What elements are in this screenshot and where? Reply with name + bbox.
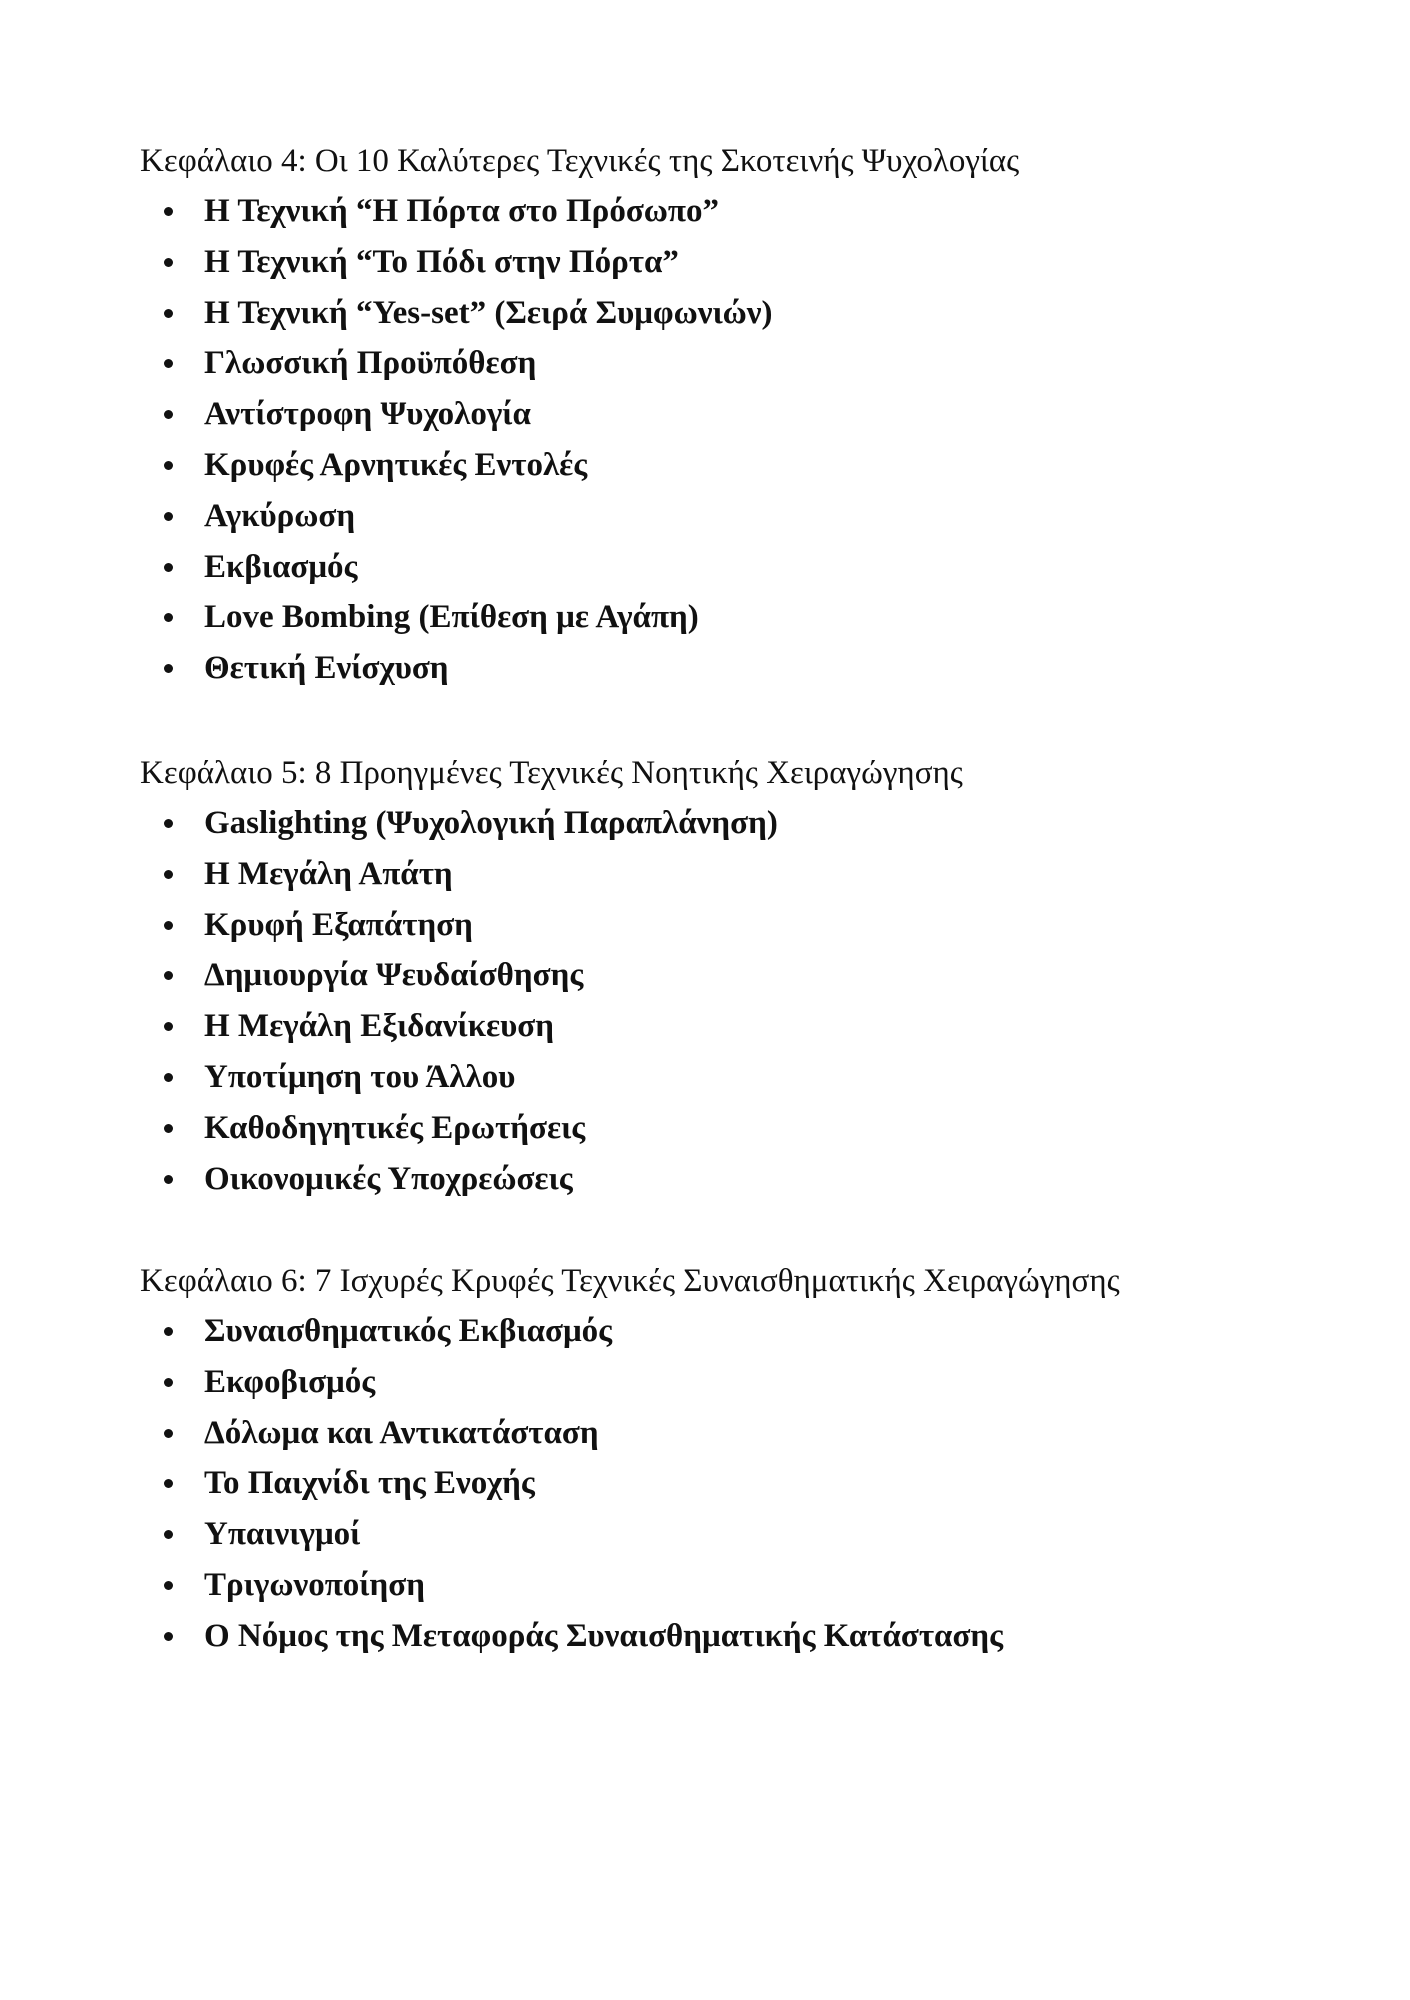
bullet-icon bbox=[164, 819, 173, 828]
bullet-icon bbox=[164, 971, 173, 980]
technique-list bbox=[140, 1306, 1300, 1662]
list-item-text: Δόλωμα και Αντικατάσταση bbox=[204, 1414, 599, 1451]
list-item bbox=[140, 491, 1300, 542]
list-item-text: Υποτίμηση του Άλλου bbox=[204, 1058, 516, 1095]
list-item bbox=[140, 849, 1300, 900]
bullet-icon bbox=[164, 563, 173, 572]
list-item-text: Η Τεχνική “Η Πόρτα στο Πρόσωπο” bbox=[204, 193, 719, 229]
list-item-text: Ο Νόμος της Μεταφοράς Συναισθηματικής Κατάστασης bbox=[204, 1617, 1004, 1654]
list-item bbox=[140, 900, 1300, 951]
list-item-text: Gaslighting (Ψυχολογική Παραπλάνηση) bbox=[204, 805, 778, 841]
list-item bbox=[140, 592, 1300, 643]
bullet-icon bbox=[164, 1175, 173, 1184]
list-item bbox=[140, 950, 1300, 1001]
list-item-text: Κρυφή Εξαπάτηση bbox=[204, 906, 473, 943]
list-item-text: Love Bombing (Επίθεση με Αγάπη) bbox=[204, 599, 699, 636]
bullet-icon bbox=[164, 613, 173, 622]
list-item bbox=[140, 1052, 1300, 1103]
bullet-icon bbox=[164, 1378, 173, 1387]
list-item-text: Η Τεχνική “Yes-set” (Σειρά Συμφωνιών) bbox=[204, 294, 773, 331]
list-item-text: Γλωσσική Προϋπόθεση bbox=[204, 345, 537, 382]
list-item-text: Η Μεγάλη Απάτη bbox=[204, 855, 453, 892]
technique-list bbox=[140, 186, 1300, 694]
bullet-icon bbox=[164, 870, 173, 879]
list-item bbox=[140, 186, 1300, 237]
list-item-text: Εκβιασμός bbox=[204, 548, 358, 585]
list-item bbox=[140, 288, 1300, 339]
list-item bbox=[140, 1408, 1300, 1459]
bullet-icon bbox=[164, 1327, 173, 1336]
bullet-icon bbox=[164, 410, 173, 419]
list-item bbox=[140, 237, 1300, 288]
chapter-heading: Κεφάλαιο 6: 7 Ισχυρές Κρυφές Τεχνικές Συναισθηματικής Χειραγώγησης bbox=[140, 1263, 1120, 1299]
list-item bbox=[140, 1103, 1300, 1154]
bullet-icon bbox=[164, 1124, 173, 1133]
list-item bbox=[140, 1560, 1300, 1611]
bullet-icon bbox=[164, 1479, 173, 1488]
chapter-heading: Κεφάλαιο 5: 8 Προηγμένες Τεχνικές Νοητικής Χειραγώγησης bbox=[140, 755, 963, 791]
list-item bbox=[140, 389, 1300, 440]
list-item bbox=[140, 1154, 1300, 1205]
list-item bbox=[140, 1306, 1300, 1357]
list-item-text: Κρυφές Αρνητικές Εντολές bbox=[204, 446, 588, 483]
bullet-icon bbox=[164, 359, 173, 368]
list-item-text: Το Παιχνίδι της Ενοχής bbox=[204, 1465, 535, 1502]
bullet-icon bbox=[164, 921, 173, 930]
bullet-icon bbox=[164, 1581, 173, 1590]
list-item-text: Οικονομικές Υποχρεώσεις bbox=[204, 1160, 573, 1197]
list-item-text: Υπαινιγμοί bbox=[204, 1516, 361, 1553]
list-item-text: Εκφοβισμός bbox=[204, 1363, 376, 1400]
list-item bbox=[140, 798, 1300, 849]
bullet-icon bbox=[164, 461, 173, 470]
list-item-text: Τριγωνοποίηση bbox=[204, 1566, 425, 1603]
list-item bbox=[140, 338, 1300, 389]
bullet-icon bbox=[164, 1022, 173, 1031]
list-item bbox=[140, 1458, 1300, 1509]
bullet-icon bbox=[164, 258, 173, 267]
bullet-icon bbox=[164, 1530, 173, 1539]
list-item-text: Αντίστροφη Ψυχολογία bbox=[204, 396, 531, 433]
chapter-heading: Κεφάλαιο 4: Οι 10 Καλύτερες Τεχνικές της Σκοτεινής Ψυχολογίας bbox=[140, 143, 1020, 179]
list-item-text: Η Τεχνική “Το Πόδι στην Πόρτα” bbox=[204, 243, 679, 280]
bullet-icon bbox=[164, 664, 173, 673]
list-item-text: Καθοδηγητικές Ερωτήσεις bbox=[204, 1109, 586, 1146]
list-item bbox=[140, 1509, 1300, 1560]
chapter-6-section bbox=[140, 1256, 1300, 1662]
list-item-text: Αγκύρωση bbox=[204, 497, 356, 534]
list-item bbox=[140, 1357, 1300, 1408]
list-item-text: Δημιουργία Ψευδαίσθησης bbox=[204, 957, 584, 994]
bullet-icon bbox=[164, 309, 173, 318]
bullet-icon bbox=[164, 207, 173, 216]
bullet-icon bbox=[164, 512, 173, 521]
list-item-text: Συναισθηματικός Εκβιασμός bbox=[204, 1313, 613, 1349]
list-item bbox=[140, 440, 1300, 491]
list-item-text: Θετική Ενίσχυση bbox=[204, 650, 449, 687]
bullet-icon bbox=[164, 1429, 173, 1438]
bullet-icon bbox=[164, 1632, 173, 1641]
technique-list bbox=[140, 798, 1300, 1204]
bullet-icon bbox=[164, 1073, 173, 1082]
list-item bbox=[140, 542, 1300, 593]
list-item-text: Η Μεγάλη Εξιδανίκευση bbox=[204, 1008, 554, 1045]
chapter-4-section bbox=[140, 136, 1300, 694]
list-item bbox=[140, 643, 1300, 694]
list-item bbox=[140, 1611, 1300, 1662]
chapter-5-section bbox=[140, 748, 1300, 1204]
list-item bbox=[140, 1001, 1300, 1052]
